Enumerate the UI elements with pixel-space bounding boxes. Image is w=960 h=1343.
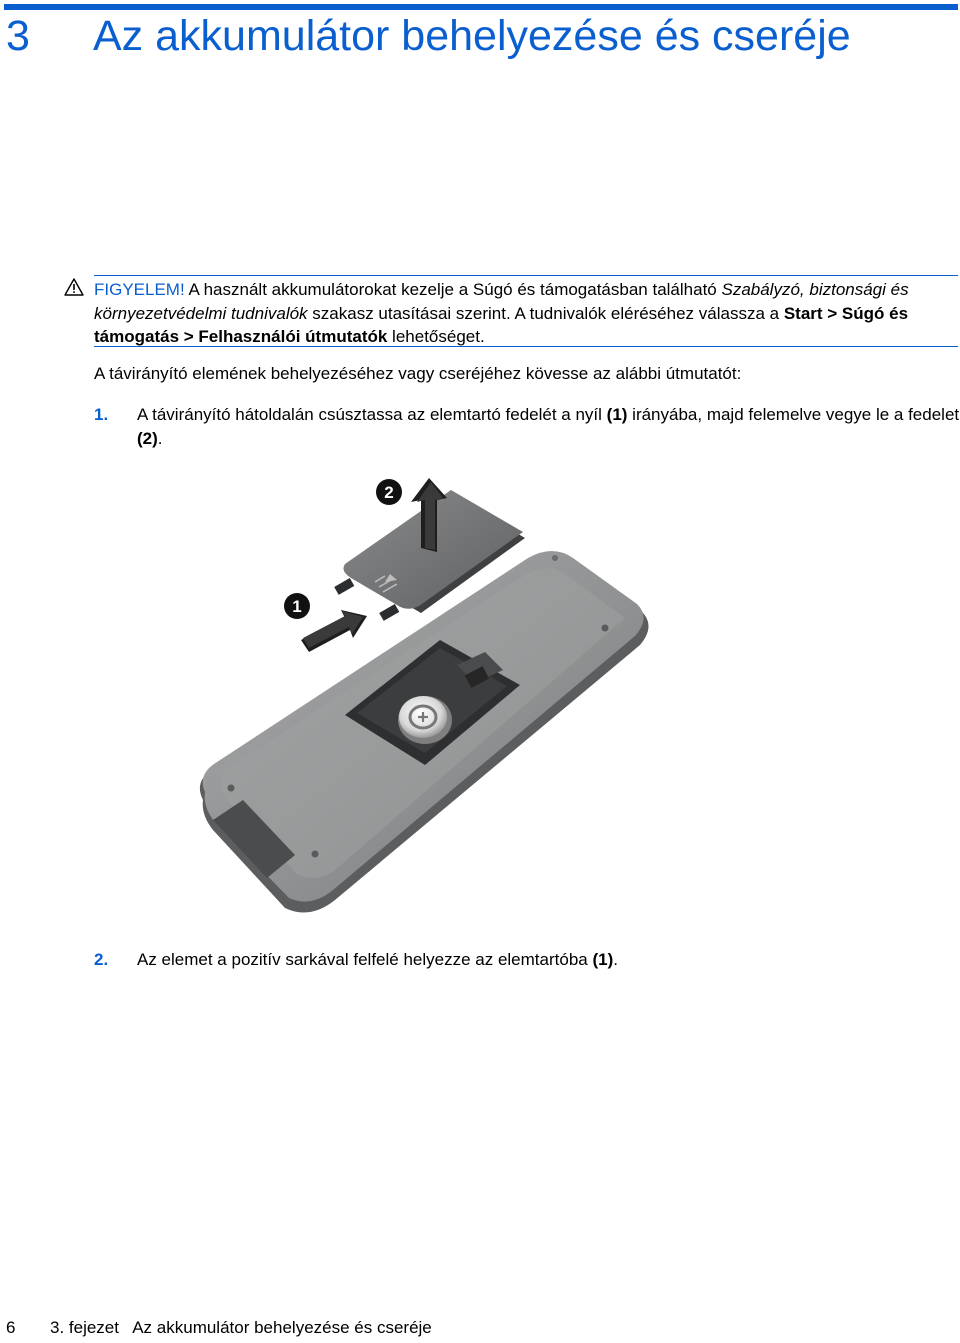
- callout-ref: (1): [592, 950, 614, 969]
- warning-note: [94, 275, 958, 347]
- step-text-part: Az elemet a pozitív sarkával felfelé helyezze az elemtartóba: [137, 950, 593, 969]
- callout-ref: (2): [137, 429, 158, 448]
- chapter-number: 3: [6, 12, 30, 60]
- step-text-part: A távirányító hátoldalán csúsztassa az elemtartó fedelét a nyíl: [137, 405, 607, 424]
- footer-chapter-ref: 3. fejezet Az akkumulátor behelyezése és cseréje: [50, 1318, 432, 1337]
- warning-text-part: A használt akkumulátorokat kezelje a Súgó és támogatásban található: [184, 280, 722, 299]
- callout-1-label: 1: [292, 597, 302, 616]
- menu-path-separator: >: [822, 303, 842, 323]
- chapter-title: [6, 12, 851, 61]
- page-footer: [6, 1318, 432, 1338]
- step-number: 1.: [94, 405, 109, 424]
- chapter-top-rule: [4, 4, 958, 10]
- menu-path-guides: Felhasználói útmutatók: [198, 327, 388, 346]
- warning-triangle-icon: [64, 278, 84, 296]
- step-text: [137, 403, 960, 451]
- remote-battery-illustration: [185, 470, 665, 920]
- slide-arrow: [301, 610, 367, 652]
- step-number: 2.: [94, 950, 109, 969]
- callout-2: [376, 479, 402, 505]
- step-2: [94, 948, 960, 972]
- warning-label: FIGYELEM!: [94, 280, 185, 299]
- chapter-title-text: Az akkumulátor behelyezése és cseréje: [93, 12, 851, 60]
- step-text-part: irányába, majd felemelve vegye le a fedelet: [627, 405, 960, 424]
- step-1: [94, 403, 960, 451]
- callout-1: [284, 593, 310, 619]
- menu-path-start: Start: [783, 303, 823, 323]
- intro-paragraph: A távirányító elemének behelyezéséhez vagy cseréjéhez kövesse az alábbi útmutatót:: [94, 364, 742, 383]
- warning-text-part: szakasz utasításai szerint. A tudnivalók eléréséhez válassza a: [307, 303, 784, 323]
- callout-ref: (1): [606, 405, 628, 424]
- warning-italic-title: Szabályzó, biztonsági és környezetvédelmi tudnivalók: [94, 280, 909, 323]
- step-text-part: .: [157, 429, 163, 448]
- step-text: [137, 948, 960, 972]
- page-number: 6: [6, 1318, 16, 1337]
- warning-text: [94, 278, 958, 349]
- warning-text-part: lehetőséget.: [387, 327, 485, 346]
- step-text-part: .: [613, 950, 618, 969]
- callout-2-label: 2: [384, 483, 394, 502]
- menu-path-help: Súgó és támogatás: [94, 303, 909, 346]
- menu-path-separator: >: [179, 327, 199, 346]
